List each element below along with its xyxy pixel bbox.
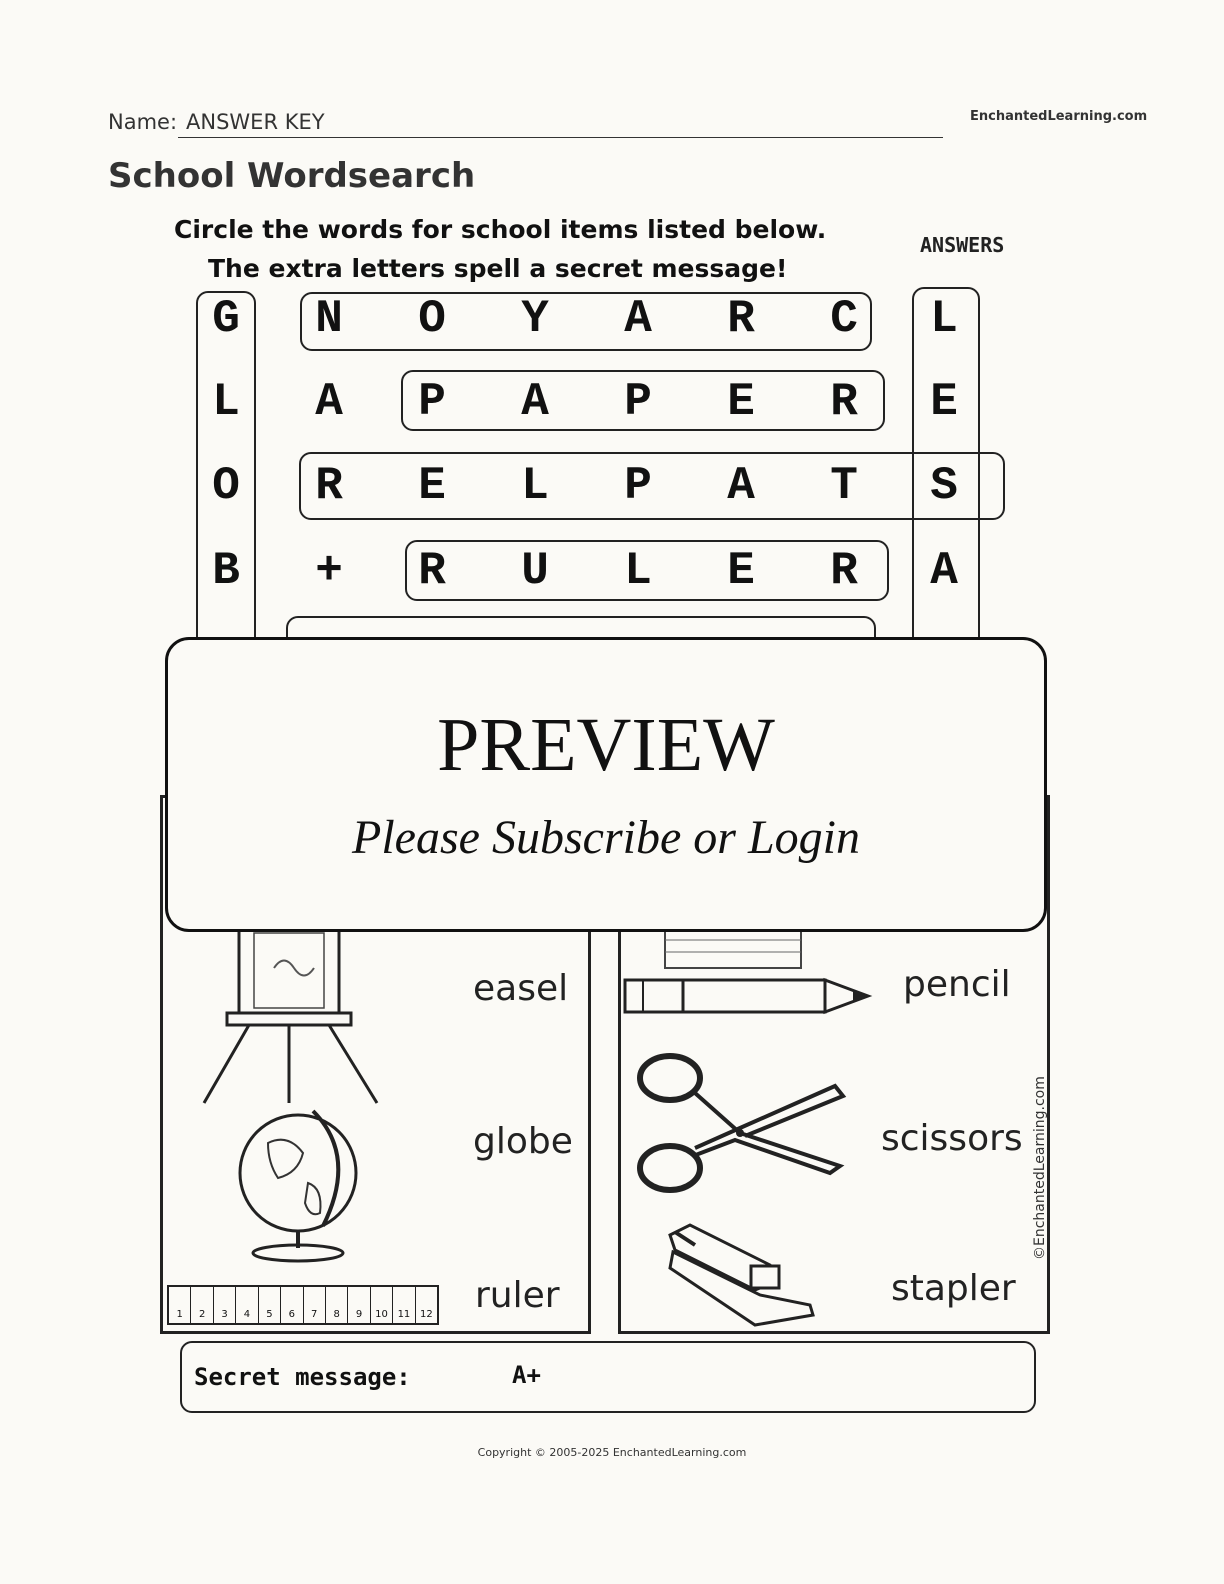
word-easel: easel [473,968,569,1009]
ruler-tick-label: 4 [236,1287,258,1323]
globe-icon [238,1103,378,1263]
answer-capsule-crayon [300,292,872,351]
instruction-line-1: Circle the words for school items listed below. [174,215,827,244]
ruler-tick-label: 7 [304,1287,326,1323]
grid-letter: C [830,293,858,345]
grid-letter: P [624,460,652,512]
ruler-tick-label: 5 [259,1287,281,1323]
preview-title: PREVIEW [437,703,775,787]
grid-letter: P [624,376,652,428]
vertical-site-credit: ©EnchantedLearning.com [1032,1076,1048,1260]
grid-letter: A [315,376,343,428]
ruler-tick-label: 9 [348,1287,370,1323]
secret-message-box [180,1341,1036,1413]
ruler-tick-label: 11 [393,1287,415,1323]
pencil-icon [623,928,873,1018]
ruler-tick-label: 1 [169,1287,191,1323]
grid-letter: L [930,293,958,345]
easel-icon [199,928,389,1108]
ruler-icon [167,1285,439,1325]
ruler-tick-label: 8 [326,1287,348,1323]
word-scissors: scissors [881,1118,1023,1159]
grid-letter: R [830,545,858,597]
scissors-icon [635,1048,855,1203]
grid-letter: A [521,376,549,428]
grid-letter: R [418,545,446,597]
grid-letter: Y [521,293,549,345]
grid-letter: G [212,293,240,345]
grid-letter: L [624,545,652,597]
grid-letter: E [418,460,446,512]
ruler-tick-label: 10 [371,1287,393,1323]
word-ruler: ruler [475,1275,560,1316]
secret-message-label: Secret message: [194,1363,411,1391]
secret-message-value: A+ [512,1361,541,1389]
copyright: Copyright © 2005-2025 EnchantedLearning.com [477,1446,747,1459]
word-pencil: pencil [903,964,1011,1005]
grid-letter: S [930,460,958,512]
grid-letter: + [315,545,343,597]
name-underline [178,137,943,138]
answers-label: ANSWERS [920,233,1005,257]
word-stapler: stapler [891,1268,1016,1309]
name-value: ANSWER KEY [186,110,325,134]
ruler-tick-label: 6 [281,1287,303,1323]
grid-letter: L [521,460,549,512]
grid-letter: A [930,545,958,597]
ruler-tick-label: 12 [419,1309,433,1320]
ruler-tick-label: 2 [191,1287,213,1323]
grid-letter: E [930,376,958,428]
page-title: School Wordsearch [108,156,476,196]
grid-letter: O [418,293,446,345]
grid-letter: B [212,545,240,597]
name-label: Name: [108,110,178,134]
grid-letter: R [315,460,343,512]
grid-letter: P [418,376,446,428]
instruction-line-2: The extra letters spell a secret message! [208,254,788,283]
stapler-icon [665,1220,815,1330]
subscribe-login-prompt[interactable]: Please Subscribe or Login [352,811,860,864]
word-globe: globe [473,1121,573,1162]
grid-letter: E [727,376,755,428]
grid-letter: U [521,545,549,597]
grid-letter: R [830,376,858,428]
grid-letter: N [315,293,343,345]
site-name[interactable]: EnchantedLearning.com [970,109,1148,124]
grid-letter: E [727,545,755,597]
grid-letter: T [830,460,858,512]
grid-letter: R [727,293,755,345]
grid-letter: O [212,460,240,512]
ruler-tick-label: 3 [214,1287,236,1323]
grid-letter: A [727,460,755,512]
grid-letter: A [624,293,652,345]
preview-overlay[interactable] [165,637,1047,932]
grid-letter: L [212,376,240,428]
